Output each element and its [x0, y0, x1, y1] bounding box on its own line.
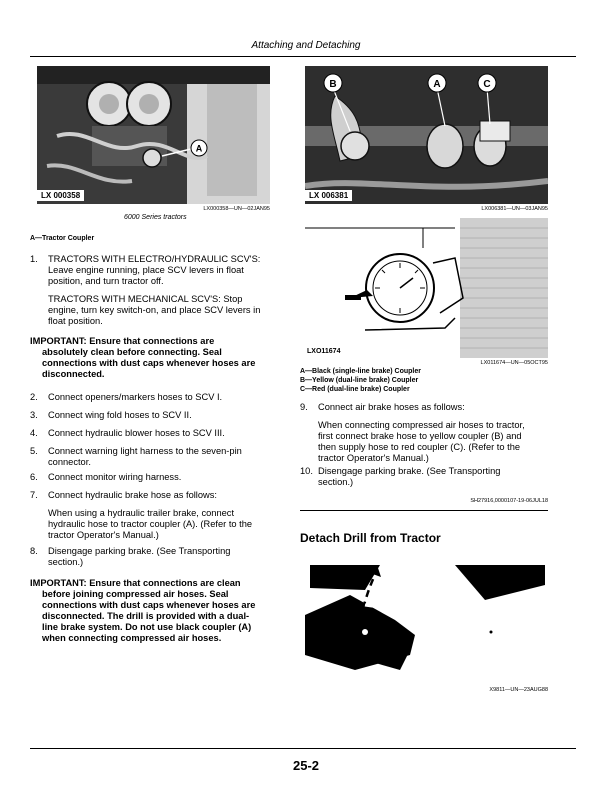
callout-c-fig2: C: [483, 79, 491, 90]
step-number: 6.: [30, 472, 38, 482]
figure-brake-couplers-photo: [305, 66, 548, 204]
lever-illustration: [305, 560, 548, 680]
step-line: Connect monitor wiring harness.: [48, 472, 182, 482]
step-line: When connecting compressed air hoses to tractor,: [318, 420, 525, 430]
step-line: Connect warning light harness to the seven-pin: [48, 446, 242, 456]
step-line: connector.: [48, 457, 91, 467]
step-1-line: engine, turn key switch-on, and place SCV levers in: [48, 305, 261, 315]
important-line: absolutely clean before connecting. Seal: [42, 347, 222, 357]
step-1-line: float position.: [48, 316, 103, 326]
callout-a-fig2: A: [433, 79, 441, 90]
step-line: Connect wing fold hoses to SCV II.: [48, 410, 192, 420]
step-line: Connect openers/markers hoses to SCV I.: [48, 392, 223, 402]
page-number: 25-2: [292, 758, 320, 773]
important-line: line brake system. Do not use black coupler (A): [42, 622, 252, 632]
running-header: Attaching and Detaching: [251, 40, 361, 51]
step-line: Connect air brake hoses as follows:: [318, 402, 465, 412]
figure-ref-2: LX006381—UN—03JAN95: [481, 206, 548, 212]
figure-detach-lever-drawing: [305, 560, 548, 680]
step-number: 3.: [30, 410, 38, 420]
step-number: 4.: [30, 428, 38, 438]
important-note-1: [30, 336, 285, 380]
photo-illustration-2: [305, 66, 548, 204]
step-line: Disengage parking brake. (See Transporting: [318, 466, 501, 476]
figure-ref-3: LX011674—UN—05OCT95: [480, 360, 548, 366]
legend-yellow-coupler: B—Yellow (dual-line brake) Coupler: [300, 377, 419, 384]
step-line: section.): [318, 477, 354, 487]
important-note-2: [30, 578, 288, 644]
step-1-line: TRACTORS WITH MECHANICAL SCV'S: Stop: [48, 294, 243, 304]
coupler-legend: [300, 367, 421, 394]
step-line: Connect hydraulic brake hose as follows:: [48, 490, 217, 500]
important-line: connections with dust caps whenever hoses are: [42, 600, 256, 610]
figure-gauge-drawing: [305, 218, 548, 358]
step-line: When using a hydraulic trailer brake, connect: [48, 508, 235, 518]
step-1-line: position, and turn tractor off.: [48, 276, 164, 286]
step-number: 9.: [300, 402, 308, 412]
step-line: first connect brake hose to yellow coupler (B) and: [318, 431, 522, 441]
important-line: connections with dust caps whenever hoses are: [42, 358, 256, 368]
step-line: Disengage parking brake. (See Transporting: [48, 546, 231, 556]
important-line: IMPORTANT: Ensure that connections are: [30, 336, 215, 346]
gauge-illustration: [305, 218, 548, 358]
step-1-line: TRACTORS WITH ELECTRO/HYDRAULIC SCV'S:: [48, 254, 261, 264]
step-line: hydraulic hose to tractor coupler (A). (Refer to the: [48, 519, 253, 529]
photo-illustration-1: [37, 66, 270, 204]
legend-red-coupler: C—Red (dual-line brake) Coupler: [300, 386, 410, 393]
callout-b-fig2: B: [329, 79, 337, 90]
step-number: 8.: [30, 546, 38, 556]
step-number: 2.: [30, 392, 38, 402]
section-heading: Detach Drill from Tractor: [300, 531, 441, 545]
section-separator: [300, 510, 548, 511]
callout-a-fig1: A: [195, 143, 203, 154]
important-line: before joining compressed air hoses. Seal: [42, 589, 229, 599]
figure-label-2: LX 006381: [305, 190, 352, 201]
footer-rule: [30, 748, 576, 749]
important-line: disconnected.: [42, 369, 105, 379]
important-line: when connecting compressed air hoses.: [42, 633, 222, 643]
step-number: 1.: [30, 254, 38, 264]
step-line: tractor Operator's Manual.): [318, 453, 429, 463]
figure-ref-4: X9811—UN—23AUG88: [489, 687, 548, 693]
step-number: 5.: [30, 446, 38, 456]
figure-caption-1: 6000 Series tractors: [124, 214, 187, 221]
step-line: section.): [48, 557, 84, 567]
figure-label-1: LX 000358: [37, 190, 84, 201]
legend-tractor-coupler: A—Tractor Coupler: [30, 235, 95, 242]
step-line: Connect hydraulic blower hoses to SCV III.: [48, 428, 225, 438]
step-line: tractor Operator's Manual.): [48, 530, 159, 540]
step-number: 10.: [300, 466, 313, 476]
important-line: disconnected. The drill is provided with a dual-: [42, 611, 250, 621]
step-line: then supply hose to red coupler (C). (Refer to the: [318, 442, 521, 452]
figure-ref-1: LX000358—UN—02JAN95: [203, 206, 270, 212]
important-line: IMPORTANT: Ensure that connections are clean: [30, 578, 241, 588]
legend-black-coupler: A—Black (single-line brake) Coupler: [300, 368, 421, 375]
step-1-line: Leave engine running, place SCV levers in float: [48, 265, 244, 275]
step-number: 7.: [30, 490, 38, 500]
figure-label-3: LXO11674: [307, 348, 341, 355]
figure-tractor-coupler-photo: [37, 66, 270, 204]
header-rule: [30, 56, 576, 57]
source-reference: SH27916,0000107-19-06JUL18: [470, 498, 548, 504]
